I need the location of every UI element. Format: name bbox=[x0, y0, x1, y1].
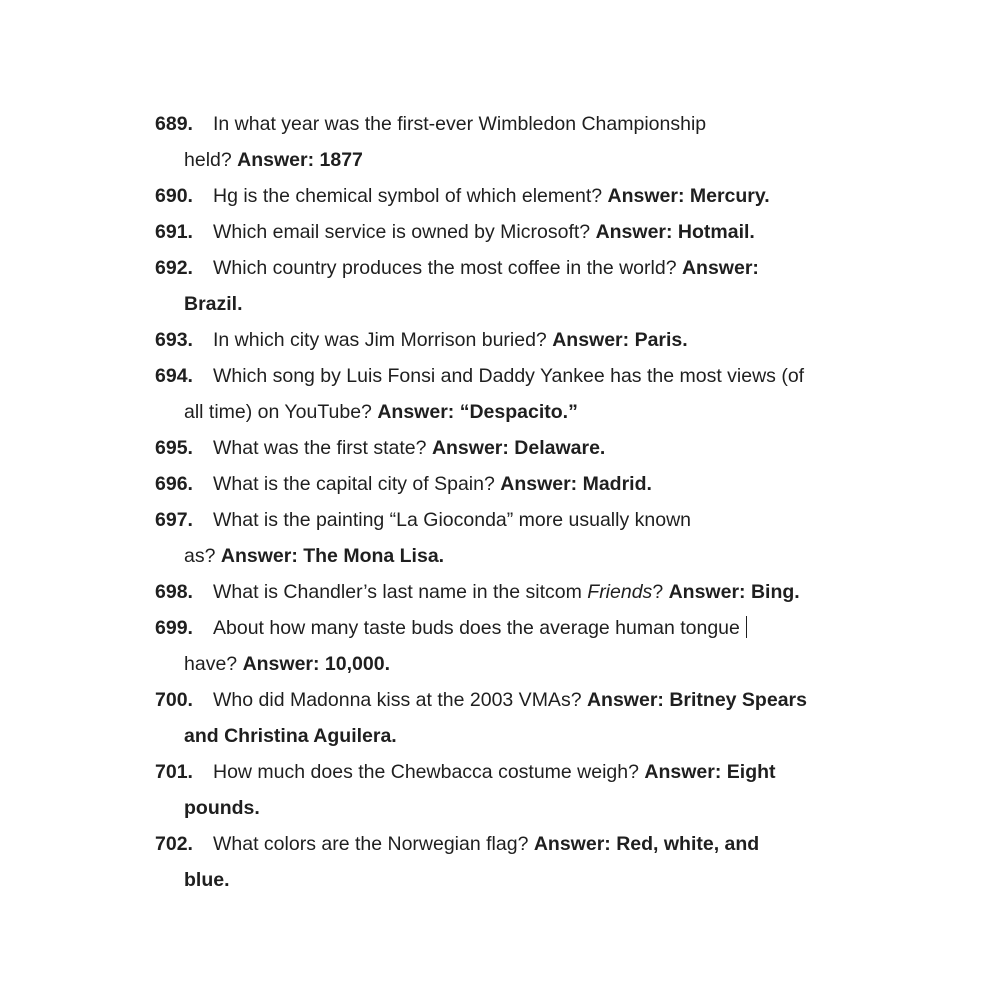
show-title: Friends bbox=[587, 581, 653, 603]
question-text: Which song by Luis Fonsi and Daddy Yankee has the most views (of bbox=[213, 365, 805, 387]
question-continuation bbox=[184, 286, 243, 322]
answer-text: Madrid. bbox=[582, 473, 652, 495]
question-text: Hg is the chemical symbol of which element? bbox=[213, 185, 603, 207]
answer-label: Answer: bbox=[586, 689, 664, 711]
question-text: Who did Madonna kiss at the 2003 VMAs? bbox=[213, 689, 582, 711]
text-cursor bbox=[746, 616, 748, 638]
answer-label: Answer: bbox=[552, 329, 630, 351]
question-text: In which city was Jim Morrison buried? bbox=[213, 329, 547, 351]
question-continuation bbox=[184, 862, 230, 898]
question-number: 697. bbox=[155, 509, 193, 531]
question-text: What was the first state? bbox=[213, 437, 427, 459]
question-text: What is the capital city of Spain? bbox=[213, 473, 495, 495]
question-number: 693. bbox=[155, 329, 193, 351]
question-continuation bbox=[184, 718, 397, 754]
question-content bbox=[213, 178, 770, 214]
answer-label: Answer: bbox=[377, 401, 455, 423]
answer-text-cont: blue. bbox=[184, 869, 230, 891]
question-number: 699. bbox=[155, 617, 193, 639]
question-number: 691. bbox=[155, 221, 193, 243]
question-number: 700. bbox=[155, 689, 193, 711]
question-continuation bbox=[184, 538, 444, 574]
question-text-cont: have? bbox=[184, 653, 238, 675]
question-text: Which email service is owned by Microsoft? bbox=[213, 221, 591, 243]
question-content bbox=[213, 322, 688, 358]
answer-label: Answer: bbox=[533, 833, 611, 855]
question-number: 689. bbox=[155, 113, 193, 135]
question-number: 698. bbox=[155, 581, 193, 603]
answer-text: 1877 bbox=[319, 149, 363, 171]
answer-label: Answer: bbox=[681, 257, 759, 279]
answer-text: Delaware. bbox=[514, 437, 606, 459]
question-content bbox=[213, 574, 800, 610]
question-mark: ? bbox=[652, 581, 664, 603]
answer-text: Paris. bbox=[634, 329, 688, 351]
answer-text-cont: pounds. bbox=[184, 797, 260, 819]
question-continuation bbox=[184, 394, 578, 430]
question-content bbox=[213, 214, 755, 250]
question-text-cont: as? bbox=[184, 545, 216, 567]
question-continuation bbox=[184, 142, 363, 178]
question-number: 702. bbox=[155, 833, 193, 855]
answer-text: The Mona Lisa. bbox=[303, 545, 445, 567]
question-number: 701. bbox=[155, 761, 193, 783]
question-content bbox=[213, 682, 807, 718]
question-content bbox=[213, 610, 747, 646]
answer-text: 10,000. bbox=[324, 653, 390, 675]
question-continuation bbox=[184, 790, 260, 826]
question-text: What is Chandler’s last name in the sitcom bbox=[213, 581, 582, 603]
answer-text-cont: and Christina Aguilera. bbox=[184, 725, 397, 747]
answer-text: Bing. bbox=[750, 581, 800, 603]
answer-label: Answer: bbox=[242, 653, 320, 675]
answer-text: Brazil. bbox=[184, 293, 243, 315]
answer-label: Answer: bbox=[595, 221, 673, 243]
question-text: What colors are the Norwegian flag? bbox=[213, 833, 529, 855]
question-text: What is the painting “La Gioconda” more usually known bbox=[213, 509, 691, 531]
question-text-cont: all time) on YouTube? bbox=[184, 401, 372, 423]
answer-text: Eight bbox=[726, 761, 776, 783]
answer-text: “Despacito.” bbox=[459, 401, 578, 423]
answer-text: Britney Spears bbox=[669, 689, 807, 711]
answer-label: Answer: bbox=[668, 581, 746, 603]
answer-label: Answer: bbox=[500, 473, 578, 495]
question-text: About how many taste buds does the average human tongue bbox=[213, 617, 740, 639]
question-text: How much does the Chewbacca costume weigh? bbox=[213, 761, 639, 783]
answer-text: Mercury. bbox=[689, 185, 770, 207]
question-number: 694. bbox=[155, 365, 193, 387]
answer-label: Answer: bbox=[220, 545, 298, 567]
question-content bbox=[213, 250, 759, 286]
question-content bbox=[213, 430, 605, 466]
question-number: 696. bbox=[155, 473, 193, 495]
answer-label: Answer: bbox=[431, 437, 509, 459]
question-text: Which country produces the most coffee in the world? bbox=[213, 257, 677, 279]
question-number: 692. bbox=[155, 257, 193, 279]
question-content bbox=[213, 826, 759, 862]
answer-label: Answer: bbox=[607, 185, 685, 207]
question-number: 690. bbox=[155, 185, 193, 207]
answer-text: Red, white, and bbox=[616, 833, 760, 855]
question-content bbox=[213, 466, 652, 502]
answer-label: Answer: bbox=[237, 149, 315, 171]
question-text: In what year was the first-ever Wimbledon Championship bbox=[213, 113, 707, 135]
question-content bbox=[213, 754, 776, 790]
answer-text: Hotmail. bbox=[677, 221, 755, 243]
answer-label: Answer: bbox=[644, 761, 722, 783]
question-continuation bbox=[184, 646, 390, 682]
question-text-cont: held? bbox=[184, 149, 232, 171]
question-number: 695. bbox=[155, 437, 193, 459]
